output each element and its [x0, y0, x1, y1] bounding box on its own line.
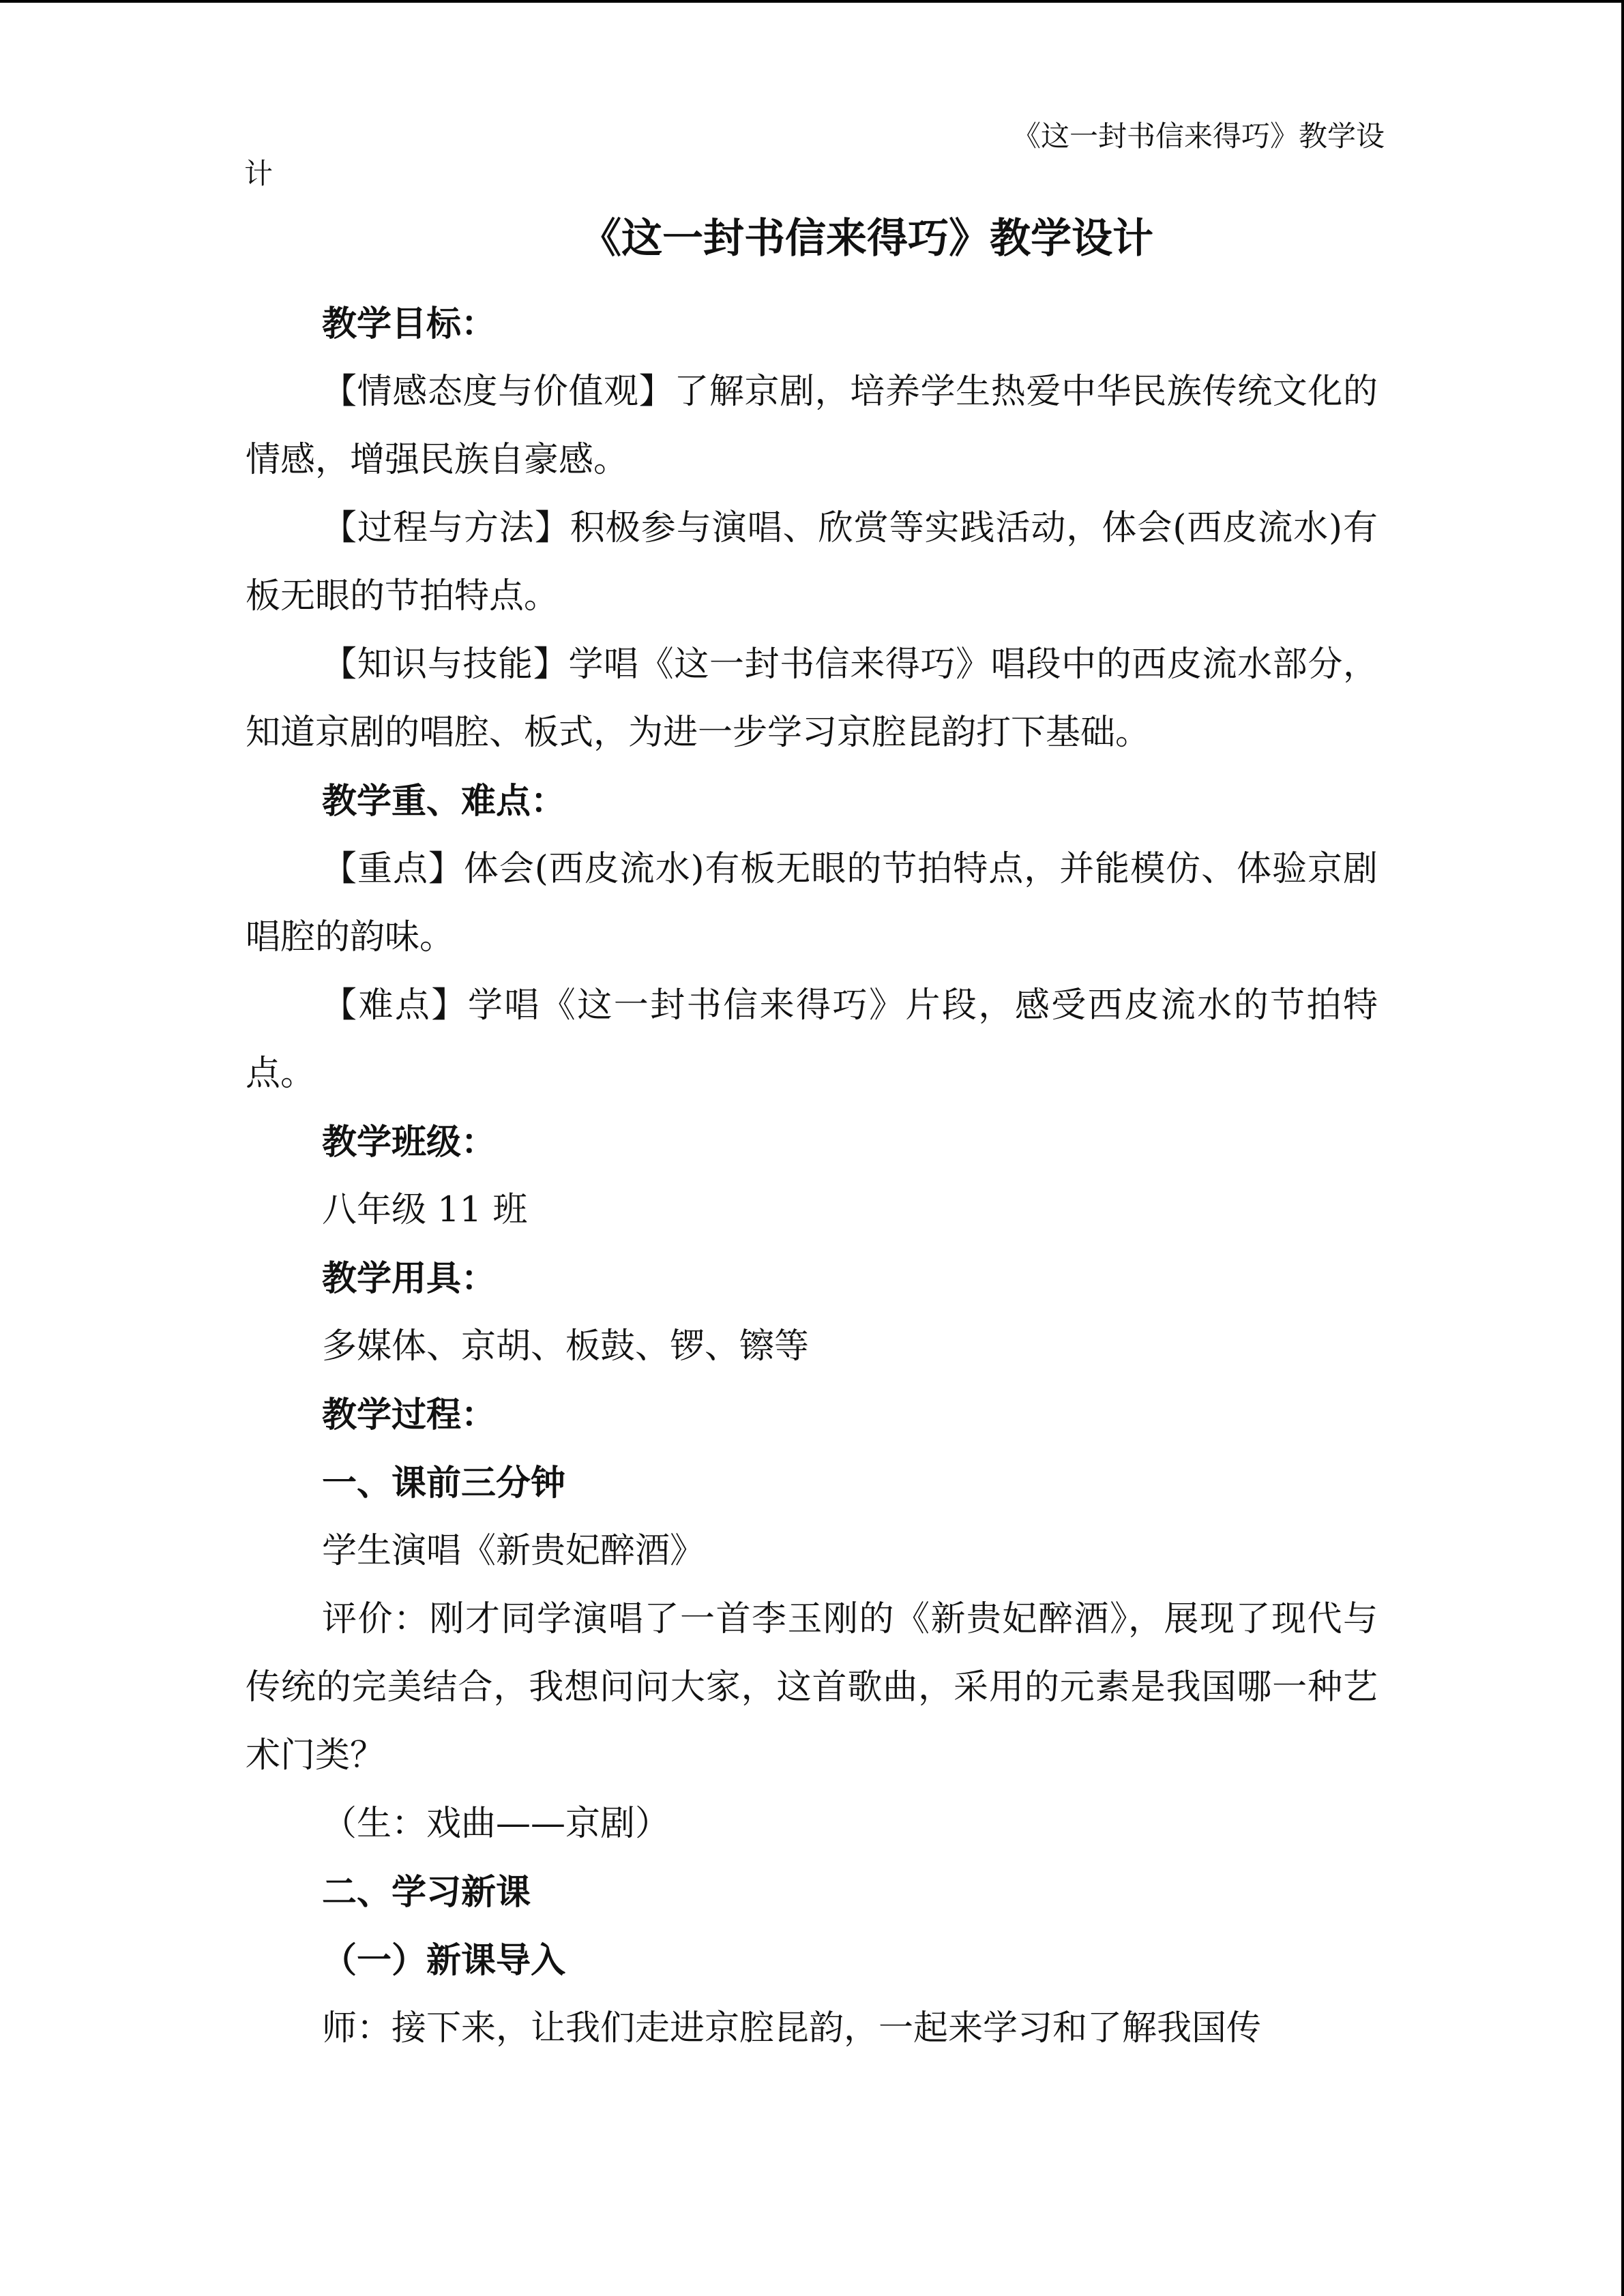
paragraph-difficult-point: 【难点】学唱《这一封书信来得巧》片段，感受西皮流水的节拍特点。: [246, 985, 1378, 1094]
heading-teaching-class: 教学班级：: [322, 1122, 497, 1163]
paragraph-student-answer: （生：戏曲——京剧）: [322, 1804, 670, 1844]
page-top-border: [0, 0, 1624, 3]
paragraph-student-sing: 学生演唱《新贵妃醉酒》: [322, 1531, 705, 1571]
running-header: 《这一封书信来得巧》教学设: [1012, 119, 1385, 153]
paragraph-class-name: 八年级 11 班: [322, 1190, 528, 1230]
heading-three-minutes: 一、课前三分钟: [322, 1463, 566, 1504]
paragraph-key-point: 【重点】体会(西皮流水)有板无眼的节拍特点，并能模仿、体验京剧唱腔的韵味。: [246, 849, 1378, 957]
paragraph-teacher-intro: 师：接下来，让我们走进京腔昆韵，一起来学习和了解我国传: [322, 2008, 1262, 2048]
running-header-wrap: 计: [244, 157, 274, 190]
document-title: 《这一封书信来得巧》教学设计: [580, 215, 1153, 263]
paragraph-evaluation: 评价：刚才同学演唱了一首李玉刚的《新贵妃醉酒》，展现了现代与传统的完美结合，我想问问大家，这首歌曲，采用的元素是我国哪一种艺术门类？: [246, 1599, 1378, 1776]
paragraph-tools-list: 多媒体、京胡、板鼓、锣、镲等: [322, 1326, 810, 1367]
heading-teaching-process: 教学过程：: [322, 1395, 497, 1435]
heading-teaching-objectives: 教学目标：: [322, 303, 497, 344]
heading-key-difficult-points: 教学重、难点：: [322, 781, 566, 822]
paragraph-knowledge-skills: 【知识与技能】学唱《这一封书信来得巧》唱段中的西皮流水部分，知道京剧的唱腔、板式，为进一步学习京腔昆韵打下基础。: [246, 644, 1378, 753]
paragraph-process-methods: 【过程与方法】积极参与演唱、欣赏等实践活动，体会(西皮流水)有板无眼的节拍特点。: [246, 508, 1378, 616]
document-body: [246, 290, 1378, 2063]
page-right-border: [1621, 0, 1624, 2296]
heading-teaching-tools: 教学用具：: [322, 1258, 497, 1299]
heading-new-lesson: 二、学习新课: [322, 1872, 531, 1913]
paragraph-emotion-values: 【情感态度与价值观】了解京剧，培养学生热爱中华民族传统文化的情感，增强民族自豪感。: [246, 372, 1378, 480]
heading-lesson-intro: （一）新课导入: [322, 1940, 566, 1981]
